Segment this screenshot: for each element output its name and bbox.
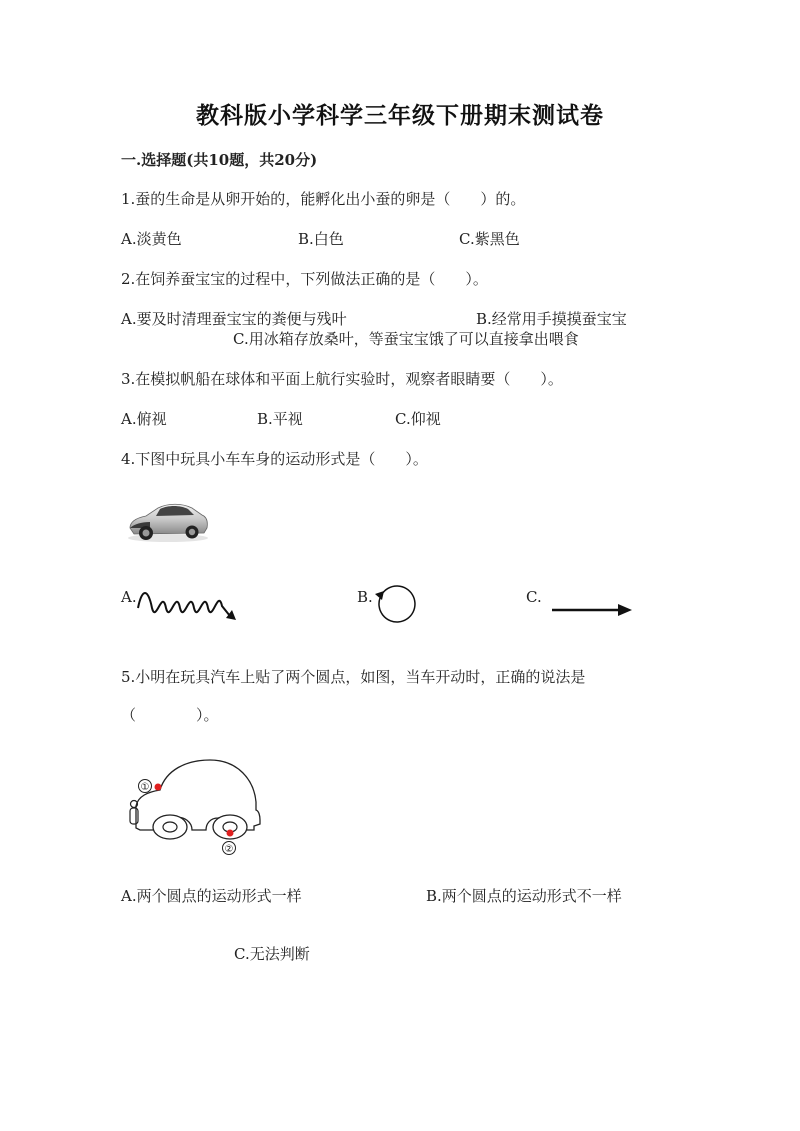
question-4-stem: 4.下图中玩具小车车身的运动形式是（ ）。 (121, 450, 428, 468)
question-1-option-a: A.淡黄色 (121, 230, 182, 248)
dot-1 (155, 784, 162, 791)
dot-2-label: ② (224, 844, 234, 855)
wave-arrow-icon (136, 584, 242, 624)
question-5-stem-line2: （ ）。 (121, 706, 219, 724)
question-2-stem: 2.在饲养蚕宝宝的过程中，下列做法正确的是（ ）。 (121, 270, 488, 288)
question-5-option-c: C.无法判断 (234, 945, 310, 963)
question-3-option-a: A.俯视 (121, 410, 167, 428)
question-3-option-b: B.平视 (257, 410, 303, 428)
question-1-stem: 1.蚕的生命是从卵开始的，能孵化出小蚕的卵是（ ）的。 (121, 190, 526, 208)
question-2-option-c: C.用冰箱存放桑叶，等蚕宝宝饿了可以直接拿出喂食 (233, 330, 579, 348)
question-4-option-b: B. (357, 588, 373, 606)
question-5-stem-line1: 5.小明在玩具汽车上贴了两个圆点，如图，当车开动时，正确的说法是 (121, 668, 586, 686)
question-4-option-a: A. (121, 588, 137, 606)
question-3-option-c: C.仰视 (395, 410, 441, 428)
question-4-option-c: C. (526, 588, 542, 606)
dot-1-label: ① (140, 782, 150, 793)
toy-car-photo (124, 498, 210, 546)
question-1-option-b: B.白色 (298, 230, 344, 248)
question-3-stem: 3.在模拟帆船在球体和平面上航行实验时，观察者眼睛要（ ）。 (121, 370, 563, 388)
straight-arrow-icon (550, 600, 634, 620)
question-5-option-b: B.两个圆点的运动形式不一样 (426, 887, 622, 905)
car-outline-figure (126, 756, 272, 856)
dot-2 (227, 830, 234, 837)
page-title: 教科版小学科学三年级下册期末测试卷 (196, 102, 604, 129)
circle-arrow-icon (372, 584, 416, 628)
question-2-option-b: B.经常用手摸摸蚕宝宝 (476, 310, 627, 328)
question-2-option-a: A.要及时清理蚕宝宝的粪便与残叶 (121, 310, 347, 328)
question-1-option-c: C.紫黑色 (459, 230, 520, 248)
section-heading: 一.选择题(共10题，共20分) (121, 151, 318, 169)
question-5-option-a: A.两个圆点的运动形式一样 (121, 887, 302, 905)
